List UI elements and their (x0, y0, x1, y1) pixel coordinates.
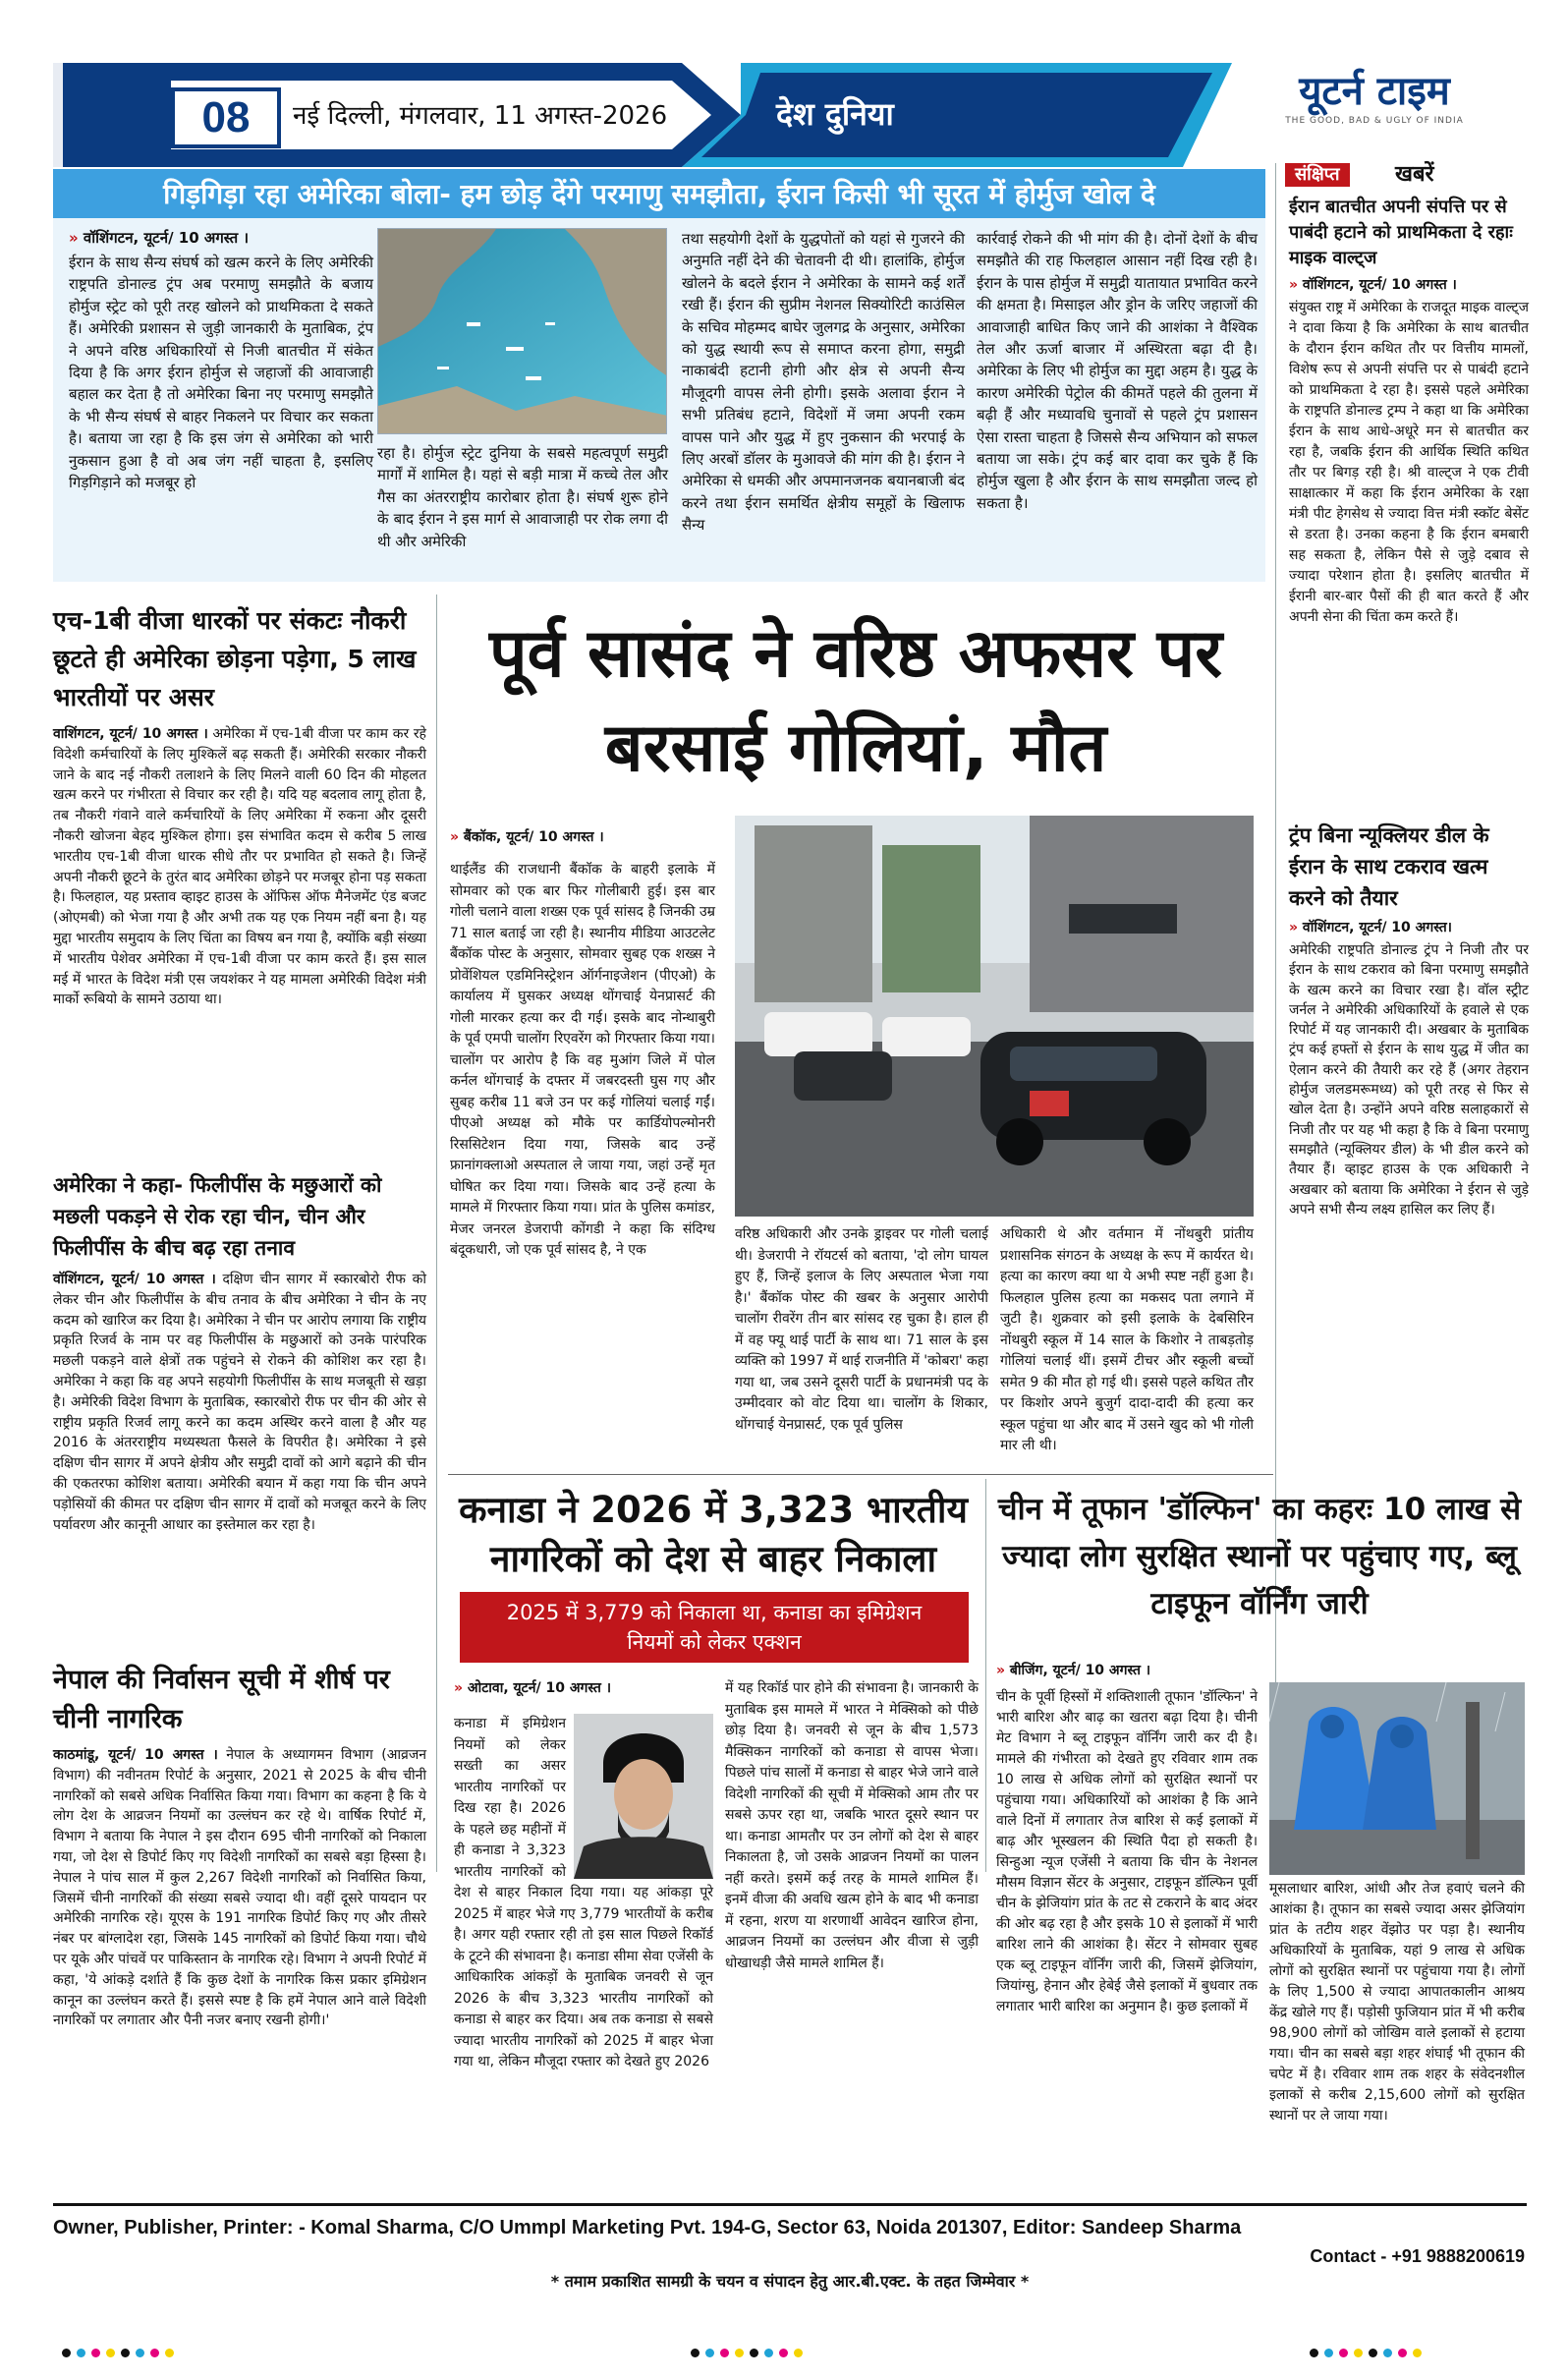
dateline: नई दिल्ली, मंगलवार, 11 अगस्त-2026 (293, 101, 668, 131)
h1b-text: वाशिंगटन, यूटर्न/ 10 अगस्त । अमेरिका में एच-1बी वीजा पर काम कर रहे विदेशी कर्मचारियों के लिए मुश्किलें बढ़ सकती हैं। अमेरिकी सरकार नौकरी जाने के बाद नई नौकरी तलाशने के लिए मिलने वाली 60 दिन की मोहलत खत्म करने पर गंभीरता से विचार कर रही है। यदि यह बदलाव लागू होता है, तब नौकरी गंवाने वाले कर्मचारियों के लिए अमेरिका में रुकना और दूसरी नौकरी खोजना बेहद मुश्किल होगा। इस संभावित कदम से करीब 5 लाख भारतीय एच-1बी वीजा धारक सीधे तौर पर प्रभावित हो सकते है। जिन्हें अपनी नौकरी छूटने के तुरंत बाद अमेरिका छोड़ने पर मजबूर होना पड़ सकता है। फिलहाल, यह प्रस्ताव व्हाइट हाउस के ऑफिस ऑफ मैनेजमेंट एंड बजट (ओएमबी) को भेजा गया है और अभी तक यह एक नियम नहीं बना है। यह मुद्दा भारतीय समुदाय के लिए चिंता का विषय बन गया है, क्योंकि बड़ी संख्या में भारतीय पेशेवर अमेरिका में एच-1बी वीजा पर काम करते हैं। इस साल मई में भारत के विदेश मंत्री एस जयशंकर ने यह मामला अमेरिकी विदेश मंत्री मार्को रूबियो के सामने उठाया था। (53, 726, 426, 1008)
canada-deck: 2025 में 3,779 को निकाला था, कनाडा का इमिग्रेशन नियमों को लेकर एक्शन (460, 1592, 969, 1663)
canada-story (448, 1486, 979, 1584)
cleric-photo-image (574, 1714, 713, 1879)
china-col2 (1269, 1879, 1525, 2126)
canada-byline: » ओटावा, यूटर्न/ 10 अगस्त । (454, 1680, 612, 1696)
sidebar-brief-2-byline: » वॉशिंगटन, यूटर्न/ 10 अगस्त। (1289, 920, 1452, 935)
lead-col-a-text: थाईलैंड की राजधानी बैंकॉक के बाहरी इलाके में सोमवार को एक बार फिर गोलीबारी हुई। इस बार गोली चलाने वाला शख्स एक पूर्व सांसद है जिनकी उम्र 71 साल बताई जा रही है। स्थानीय मीडिया आउटलेट बैंकॉक पोस्ट के अनुसार, सोमवार सुबह एक शख्स ने प्रोवेंशियल एडमिनिस्ट्रेशन ऑर्गनाइजेशन (पीएओ) के कार्यालय में घुसकर अध्यक्ष थोंगचाई येनप्रासर्ट की गोली मारकर हत्या कर दी गई। इसके बाद नोन्थाबुरी के पूर्व एमपी चालोंग रिएवरेंग को गिरफ्तार किया गया। चालोंग पर आरोप है कि वह मुआंग जिले में पोल कर्नल थोंगचाई के दफ्तर में जबरदस्ती घुस गए और सुबह करीब 11 बजे उन पर कई गोलियां चलाई गईं। पीएओ अध्यक्ष को मौके पर कार्डियोपल्मोनरी रिससिटेशन दिया गया, जिसके बाद उन्हें फ्रानांगक्लाओ अस्पताल ले जाया गया, जहां उन्हें मृत घोषित कर दिया गया। जिसके बाद उन्हें हत्या के मामले में गिरफ्तार किया गया। प्रांत के पुलिस कमांडर, मेजर जनरल डेजरापी कोंगडी ने कहा कि संदिग्ध बंदूकधारी, जो एक पूर्व सांसद है, ने एक (450, 862, 715, 1258)
top-story-col3 (682, 228, 965, 537)
sidebar-brief-1-byline: » वॉशिंगटन, यूटर्न/ 10 अगस्त । (1289, 277, 1457, 293)
top-story-col3-text: तथा सहयोगी देशों के युद्धपोतों को यहां से गुजरने की अनुमति नहीं देने की चेतावनी दी थी। हालांकि, होर्मुज खोलने के बदले ईरान ने अमेरिका के सामने कई शर्तें रखी हैं। ईरान की सुप्रीम नेशनल सिक्योरिटी काउंसिल के सचिव मोहम्मद बाघेर जुलगद्र के अनुसार, अमेरिका को युद्ध स्थायी रूप से समाप्त करना होगा, समुद्री नाकाबंदी हटानी होगी और क्षेत्र से अपनी सैन्य मौजूदगी वापस लेनी होगी। इसके अलावा ईरान ने सभी प्रतिबंध हटाने, विदेशों में जमा अपनी रकम वापस पाने और युद्ध में हुए नुकसान की भरपाई के लिए अरबों डॉलर के मुआवजे की मांग की है। ईरान ने अमेरिका से धमकी और अपमानजनक बयानबाजी बंद करने तथा ईरान समर्थित क्षेत्रीय समूहों के खिलाफ सैन्य (682, 230, 965, 535)
bangkok-photo (735, 816, 1254, 1217)
canada-col1 (454, 1678, 713, 2069)
china-col1-text: चीन के पूर्वी हिस्सों में शक्तिशाली तूफान 'डॉल्फिन' ने भारी बारिश और बाढ़ का खतरा बढ़ा दिया है। चीनी मेट विभाग ने ब्लू टाइफून वॉर्निंग जारी कर दी है। मामले की गंभीरता को देखते हुए रविवार शाम तक 10 लाख से अधिक लोगों को सुरक्षित स्थानों पर पहुंचाया गया। अधिकारियों को आशंका है कि आने वाले दिनों में लगातार तेज बारिश से कई इलाकों में बाढ़ और भूस्खलन की स्थिति पैदा हो सकती है। सिन्हुआ न्यूज एजेंसी ने बताया कि चीन के नेशनल मौसम विज्ञान सेंटर के अनुसार, टाइफून डॉल्फिन पूर्वी चीन के झेजियांग प्रांत के तट से टकराने के बाद अंदर की ओर बढ़ रहा है और इसके 10 से इलाकों में भारी बारिश लाने की आशंका है। सेंटर ने सोमवार सुबह एक ब्लू टाइफून वॉर्निंग जारी की, जिसमें झेजियांग, जियांग्सु, हेनान और हेबेई जैसे इलाकों में बुधवार तक लगातार भारी बारिश का अनुमान है। कुछ इलाकों में (996, 1689, 1258, 2014)
footer-rule (53, 2203, 1527, 2206)
sidebar-brief-2-headline: ट्रंप बिना न्यूक्लियर डील के ईरान के साथ टकराव खत्म करने को तैयार (1289, 823, 1489, 910)
cleric-photo (574, 1714, 713, 1879)
top-story-col4 (977, 228, 1258, 514)
lead-col-b (735, 1224, 988, 1436)
lead-col-c (1000, 1224, 1254, 1457)
top-story-col2 (377, 442, 668, 552)
sidebar-brief-1-headline: ईरान बातचीत अपनी संपत्ति पर से पाबंदी हटाने को प्राथमिकता दे रहाः माइक वाल्ट्ज (1289, 197, 1513, 268)
storm-photo-image (1269, 1682, 1525, 1875)
top-story-headline: गिड़गिड़ा रहा अमेरिका बोला- हम छोड़ देंगे परमाणु समझौता, ईरान किसी भी सूरत में होर्मुज खोल दे (163, 178, 1155, 210)
top-story-headline-bar (53, 169, 1265, 218)
philippines-text: वॉशिंगटन, यूटर्न/ 10 अगस्त । दक्षिण चीन सागर में स्कारबोरो रीफ को लेकर चीन और फिलीपींस के बीच तनाव के बीच अमेरिका ने चीन के नए कदम को खारिज कर दिया है। अमेरिका ने चीन पर आरोप लगाया कि राष्ट्रीय प्रकृति रिजर्व के नाम पर वह फिलीपींस के मछुआरों को उनके पारंपरिक मछली पकड़ने वाले क्षेत्रों तक पहुंचने से रोकने की कोशिश कर रहा है। अमेरिका ने कहा कि वह अपने सहयोगी फिलीपींस के साथ मजबूती से खड़ा है। अमेरिकी विदेश विभाग के मुताबिक, स्कारबोरो रीफ पर चीन की ओर से राष्ट्रीय प्रकृति रिजर्व लागू करने का कदम अस्थिर करने वाला है और यह 2016 के अंतरराष्ट्रीय मध्यस्थता फैसले के विपरीत है। अमेरिका ने इसे दक्षिण चीन सागर में अपने क्षेत्रीय और समुद्री दावों को आगे बढ़ाने की चीन की एकतरफा कोशिश बताया। अमेरिकी बयान में कहा गया कि चीन अपने पड़ोसियों की कीमत पर दक्षिण चीन सागर में दावों को मजबूत करने के लिए पर्यावरण और कानूनी आधार का इस्तेमाल कर रहा है। (53, 1272, 427, 1533)
china-col1 (996, 1661, 1258, 2017)
footer-imprint: Owner, Publisher, Printer: - Komal Sharma, C/O Ummpl Marketing Pvt. 194-G, Sector 63, Noida 201307, Editor: Sandeep Sharma (53, 2217, 1242, 2238)
lead-bottom-rule (448, 1474, 1273, 1475)
top-story-col4-text: कार्रवाई रोकने की भी मांग की है। दोनों देशों के बीच समझौते की राह फिलहाल आसान नहीं दिख रही है। ईरान के पास होर्मुज में समुद्री यातायात प्रभावित करने की क्षमता है। मिसाइल और ड्रोन के जरिए जहाजों की आवाजाही बाधित किए जाने की आशंका ने वैश्विक तेल और ऊर्जा बाजार में अस्थिरता बढ़ा दी है। अमेरिका के लिए भी होर्मुज का मुद्दा अहम है। युद्ध के कारण अमेरिकी पेट्रोल की कीमतें पहले की तुलना में बढ़ी हैं और मध्यावधि चुनावों से पहले ट्रंप प्रशासन ऐसा रास्ता चाहता है जिससे सैन्य अभियान को सफल बताया जा सके। ट्रंप कई बार दावा कर चुके हैं कि होर्मुज खुला है और ईरान के साथ समझौता जल्द हो सकता है। (977, 230, 1258, 512)
strait-photo-image (378, 229, 667, 434)
brand-name: यूटर्न टाइम (1299, 69, 1450, 114)
sidebar-tag-b: खबरें (1395, 162, 1434, 187)
sidebar-brief-1-text: संयुक्त राष्ट्र में अमेरिका के राजदूत माइक वाल्ट्ज ने दावा किया है कि अमेरिका के साथ बातचीत के दौरान ईरान कथित तौर पर वित्तीय मामलों, विशेष रूप से अपनी संपत्ति पर से पाबंदी हटाने को प्राथमिकता दे रहा है। इससे पहले अमेरिका के राष्ट्रपति डोनाल्ड ट्रम्प ने कहा था कि अमेरिका ईरान के साथ आधे-अधूरे मन से बातचीत कर रहा है, जबकि ईरान की आर्थिक स्थिति कथित तौर पर बिगड़ रही है। श्री वाल्ट्ज ने एक टीवी साक्षात्कार में कहा कि ईरान अमेरिका के रक्षा मंत्री पीट हेगसेथ से ज्यादा वित्त मंत्री स्कॉट बेसेंट से डरता है। उनका कहना है कि ईरान बमबारी सह सकता है, लेकिन पैसे से जुड़े दबाव से ज्यादा परेशान होता है। इसलिए बातचीत में ईरानी बार-बार पैसों की ही बात करते हैं और अपनी सेना की चिंता कम करते हैं। (1289, 300, 1529, 625)
sidebar-brief-1 (1289, 195, 1529, 628)
philippines-story (53, 1169, 426, 1535)
masthead (53, 63, 1527, 167)
top-story-col2-text: रहा है। होर्मुज स्ट्रेट दुनिया के सबसे महत्वपूर्ण समुद्री मार्गों में शामिल है। यहां से बड़ी मात्रा में कच्चे तेल और गैस का अंतरराष्ट्रीय कारोबार होता है। संघर्ष शुरू होने के बाद ईरान ने इस मार्ग से आवाजाही पर रोक लगा दी थी और अमेरिकी (377, 444, 668, 550)
lead-col-b-text: वरिष्ठ अधिकारी और उनके ड्राइवर पर गोली चलाई थी। डेजरापी ने रॉयटर्स को बताया, 'दो लोग घायल हुए हैं, जिन्हें इलाज के लिए अस्पताल भेजा गया है।' बैंकॉक पोस्ट की खबर के अनुसार आरोपी चालोंग रीवरेंग तीन बार सांसद रह चुका है। हाल ही में वह फ्यू थाई पार्टी के साथ था। 71 साल के इस व्यक्ति को 1997 में थाई राजनीति में 'कोबरा' कहा गया था, जब उसने दूसरी पार्टी के प्रधानमंत्री पद के उम्मीदवार को वोट दिया था। चालोंग के शिकार, थोंगचाई येनप्रासर्ट, एक पूर्व पुलिस (735, 1226, 988, 1433)
canada-col1-wrap (454, 1714, 713, 2073)
sidebar-tag (1285, 163, 1526, 187)
registration-marks-right (1307, 2343, 1425, 2361)
page-number: 08 (171, 87, 281, 148)
section-title: देश दुनिया (776, 95, 894, 133)
mid-rule (985, 1479, 986, 1872)
philippines-headline: अमेरिका ने कहा- फिलीपींस के मछुआरों को मछली पकड़ने से रोक रहा चीन, चीन और फिलीपींस के बीच बढ़ रहा तनाव (53, 1173, 382, 1260)
china-story (994, 1486, 1525, 1627)
nepal-text: काठमांडू, यूटर्न/ 10 अगस्त । नेपाल के अध्यागमन विभाग (आव्रजन विभाग) की नवीनतम रिपोर्ट के अनुसार, 2021 से 2025 के बीच चीनी नागरिकों को सबसे अधिक निर्वासित किया गया। विभाग का कहना है कि ये लोग देश के आव्रजन नियमों का उल्लंघन कर रहे थे। वार्षिक रिपोर्ट में, विभाग ने बताया कि नेपाल ने इस दौरान 695 चीनी नागरिकों को निकाला गया, जो देश से डिपोर्ट किए गए विदेशी नागरिकों का सबसे बड़ा हिस्सा है। नेपाल ने पांच साल में कुल 2,267 विदेशी नागरिकों को निर्वासित किया, जिसमें चीनी नागरिकों की संख्या सबसे ज्यादा थी। वहीं दूसरे पायदान पर अमेरिकी नागरिक रहे। यूएस के 191 नागरिक डिपोर्ट किए गए और तीसरे नंबर पर बांग्लादेश रहा, जिसके 145 नागरिकों को डिपोर्ट किया गया। चौथे पर यूके और पांचवें पर पाकिस्तान के नागरिक रहे। विभाग ने अपनी रिपोर्ट में कहा, 'ये आंकड़े दर्शाते हैं कि कुछ देशों के नागरिक किस प्रकार इमिग्रेशन कानून का उल्लंघन करते हैं। इससे स्पष्ट है कि हमें नेपाल आने वाले विदेशी नागरिकों पर लगातार और पैनी नजर बनाए रखनी होगी।' (53, 1747, 426, 2029)
lead-headline: पूर्व सासंद ने वरिष्ठ अफसर पर बरसाई गोलियां, मौत (488, 615, 1223, 787)
h1b-headline: एच-1बी वीजा धारकों पर संकटः नौकरी छूटते ही अमेरिका छोड़ना पड़ेगा, 5 लाख भारतीयों पर असर (53, 606, 417, 711)
registration-marks-center (688, 2343, 806, 2361)
canada-col2-text: में यह रिकॉर्ड पार होने की संभावना है। जानकारी के मुताबिक इस मामले में भारत ने मेक्सिको को पीछे छोड़ दिया है। जनवरी से जून के बीच 1,573 मैक्सिकन नागरिकों को कनाडा से वापस भेजा। पिछले पांच सालों में कनाडा से बाहर भेजे जाने वाले विदेशी नागरिकों की सूची में मेक्सिको आम तौर पर सबसे ऊपर रहा था, जबकि भारत दूसरे स्थान पर था। कनाडा आमतौर पर उन लोगों को देश से बाहर निकालता है, जो उसके आव्रजन नियमों का पालन नहीं करते। इसमें कई तरह के मामले शामिल हैं। इनमें वीजा की अवधि खत्म होने के बाद भी कनाडा में रहना, शरण या शरणार्थी आवेदन खारिज होना, आव्रजन नियमों का उल्लंघन और वीजा से जुड़ी धोखाधड़ी जैसे मामले शामिल हैं। (725, 1680, 979, 1971)
china-col2-text: मूसलाधार बारिश, आंधी और तेज हवाएं चलने की आशंका है। तूफान का सबसे ज्यादा असर झेजियांग प्रांत के तटीय शहर वेंझोउ पर पड़ा है। स्थानीय अधिकारियों के मुताबिक, यहां 9 लाख से अधिक लोगों को सुरक्षित स्थानों पर पहुंचाया गया है। लोगों के लिए 1,500 से ज्यादा आपातकालीन आश्रय केंद्र खोले गए हैं। पड़ोसी फुजियान प्रांत में भी करीब 98,900 लोगों को जोखिम वाले इलाकों से हटाया गया। चीन का सबसे बड़ा शहर शंघाई भी तूफान की चपेट में है। रविवार शाम तक शहर के संवेदनशील इलाकों से करीब 2,15,600 लोगों को सुरक्षित स्थानों पर ले जाया गया। (1269, 1881, 1525, 2124)
lead-col-a (450, 827, 715, 1262)
top-story-col1 (69, 228, 373, 493)
bangkok-photo-image (735, 816, 1254, 1217)
registration-marks-left (59, 2343, 177, 2361)
nepal-story (53, 1661, 426, 2031)
canada-col1-text: कनाडा में इमिग्रेशन नियमों को लेकर सख्ती का असर भारतीय नागरिकों पर दिख रहा है। 2026 के पहले छह महीनों में ही कनाडा ने 3,323 भारतीय नागरिकों को देश से बाहर निकाल दिया गया। यह आंकड़ा पूरे 2025 में बाहर भेजे गए 3,779 भारतीयों के करीब है। अगर यही रफ्तार रही तो इस साल पिछले रिकॉर्ड के टूटने की संभावना है। कनाडा सीमा सेवा एजेंसी के आधिकारिक आंकड़ों के मुताबिक जनवरी से जून 2026 के बीच 3,323 भारतीय नागरिकों को कनाडा से बाहर कर दिया। अब तक कनाडा से सबसे ज्यादा भारतीय नागरिकों को 2025 में बाहर भेजा गया था, लेकिन मौजूदा रफ्तार को देखते हुए 2026 (454, 1716, 713, 2069)
lead-col-c-text: अधिकारी थे और वर्तमान में नोंथबुरी प्रांतीय प्रशासनिक संगठन के अध्यक्ष के रूप में कार्यरत थे। हत्या का कारण क्या था ये अभी स्पष्ट नहीं हुआ है। फिलहाल पुलिस हत्या का मकसद पता लगाने में जुटी है। शुक्रवार को इसी इलाके के देबसिरिन नोंथबुरी स्कूल में 14 साल के किशोर ने ताबड़तोड़ गोलियां चलाई थीं। इसमें टीचर और स्कूली बच्चों समेत 9 की मौत हो गई थी। इससे पहले कथित तौर पर किशोर अपने बुजुर्ग दादा-दादी की हत्या कर स्कूल पहुंचा था और बाद में उसने खुद को भी गोली मार ली थी। (1000, 1226, 1254, 1453)
lead-byline: » बैंकॉक, यूटर्न/ 10 अगस्त । (450, 829, 604, 845)
brand-logo (1227, 67, 1522, 153)
nepal-headline: नेपाल की निर्वासन सूची में शीर्ष पर चीनी नागरिक (53, 1665, 390, 1734)
top-story-byline: » वॉशिंगटन, यूटर्न/ 10 अगस्त । (69, 229, 250, 247)
canada-headline: कनाडा ने 2026 में 3,323 भारतीय नागरिकों को देश से बाहर निकाला (459, 1489, 968, 1580)
top-story-col1-text: ईरान के साथ सैन्य संघर्ष को खत्म करने के लिए अमेरिकी राष्ट्रपति डोनाल्ड ट्रंप अब परमाणु समझौते के बजाय होर्मुज स्ट्रेट को पूरी तरह खोलने को प्राथमिकता दे सकते हैं। अमेरिकी प्रशासन से जुड़ी जानकारी के मुताबिक, ट्रंप ने अपने वरिष्ठ अधिकारियों से निजी बातचीत में संकेत दिया है कि अगर ईरान होर्मुज से जहाजों की आवाजाही बहाल कर देता है तो अमेरिका बिना नए परमाणु समझौते के भी सैन्य संघर्ष से बाहर निकलने पर विचार कर सकता है। बताया जा रहा है कि इस जंग से अमेरिका को भारी नुकसान हुआ है वो अब जंग नहीं चाहता है, इसलिए गिड़गिड़ाने को मजबूर हो (69, 254, 373, 492)
sidebar-brief-2 (1289, 820, 1529, 1219)
h1b-story (53, 601, 426, 1010)
left-col-rule (436, 595, 437, 1872)
footer-disclaimer: * तमाम प्रकाशित सामग्री के चयन व संपादन हेतु आर.बी.एक्ट. के तहत जिम्मेवार * (550, 2272, 1030, 2291)
china-byline: » बीजिंग, यूटर्न/ 10 अगस्त । (996, 1663, 1151, 1678)
footer-contact: Contact - +91 9888200619 (1310, 2246, 1525, 2266)
strait-photo (377, 228, 667, 434)
china-headline: चीन में तूफान 'डॉल्फिन' का कहरः 10 लाख से ज्यादा लोग सुरक्षित स्थानों पर पहुंचाए गए, ब्लू टाइफून वॉर्निंग जारी (997, 1492, 1522, 1621)
storm-photo (1269, 1682, 1525, 1875)
brand-tagline: THE GOOD, BAD & UGLY OF INDIA (1285, 116, 1464, 126)
canada-col2 (725, 1678, 979, 1974)
sidebar-brief-2-text: अमेरिकी राष्ट्रपति डोनाल्ड ट्रंप ने निजी तौर पर ईरान के साथ टकराव को बिना परमाणु समझौते के खत्म करने का विचार रखा है। वॉल स्ट्रीट जर्नल ने अमेरिकी अधिकारियों के हवाले से एक रिपोर्ट में यह जानकारी दी। अखबार के मुताबिक ट्रंप कई हफ्तों से ईरान के साथ युद्ध में जीत का ऐलान करने की तैयारी कर रहे हैं (अगर तेहरान होर्मुज जलडमरूमध्य) को पूरी तरह से फिर से खोल देता है। उन्होंने अपने वरिष्ठ सलाहकारों से निजी तौर पर यह भी कहा है कि वे बिना परमाणु समझौते (न्यूक्लियर डील) के भी डील करने को तैयार हैं। व्हाइट हाउस के एक अधिकारी ने अखबार को बताया कि अमेरिका ने ईरान से जुड़े अपने सभी सैन्य लक्ष्य हासिल कर लिए हैं। (1289, 942, 1529, 1218)
sidebar-tag-a: संक्षिप्त (1285, 163, 1350, 187)
